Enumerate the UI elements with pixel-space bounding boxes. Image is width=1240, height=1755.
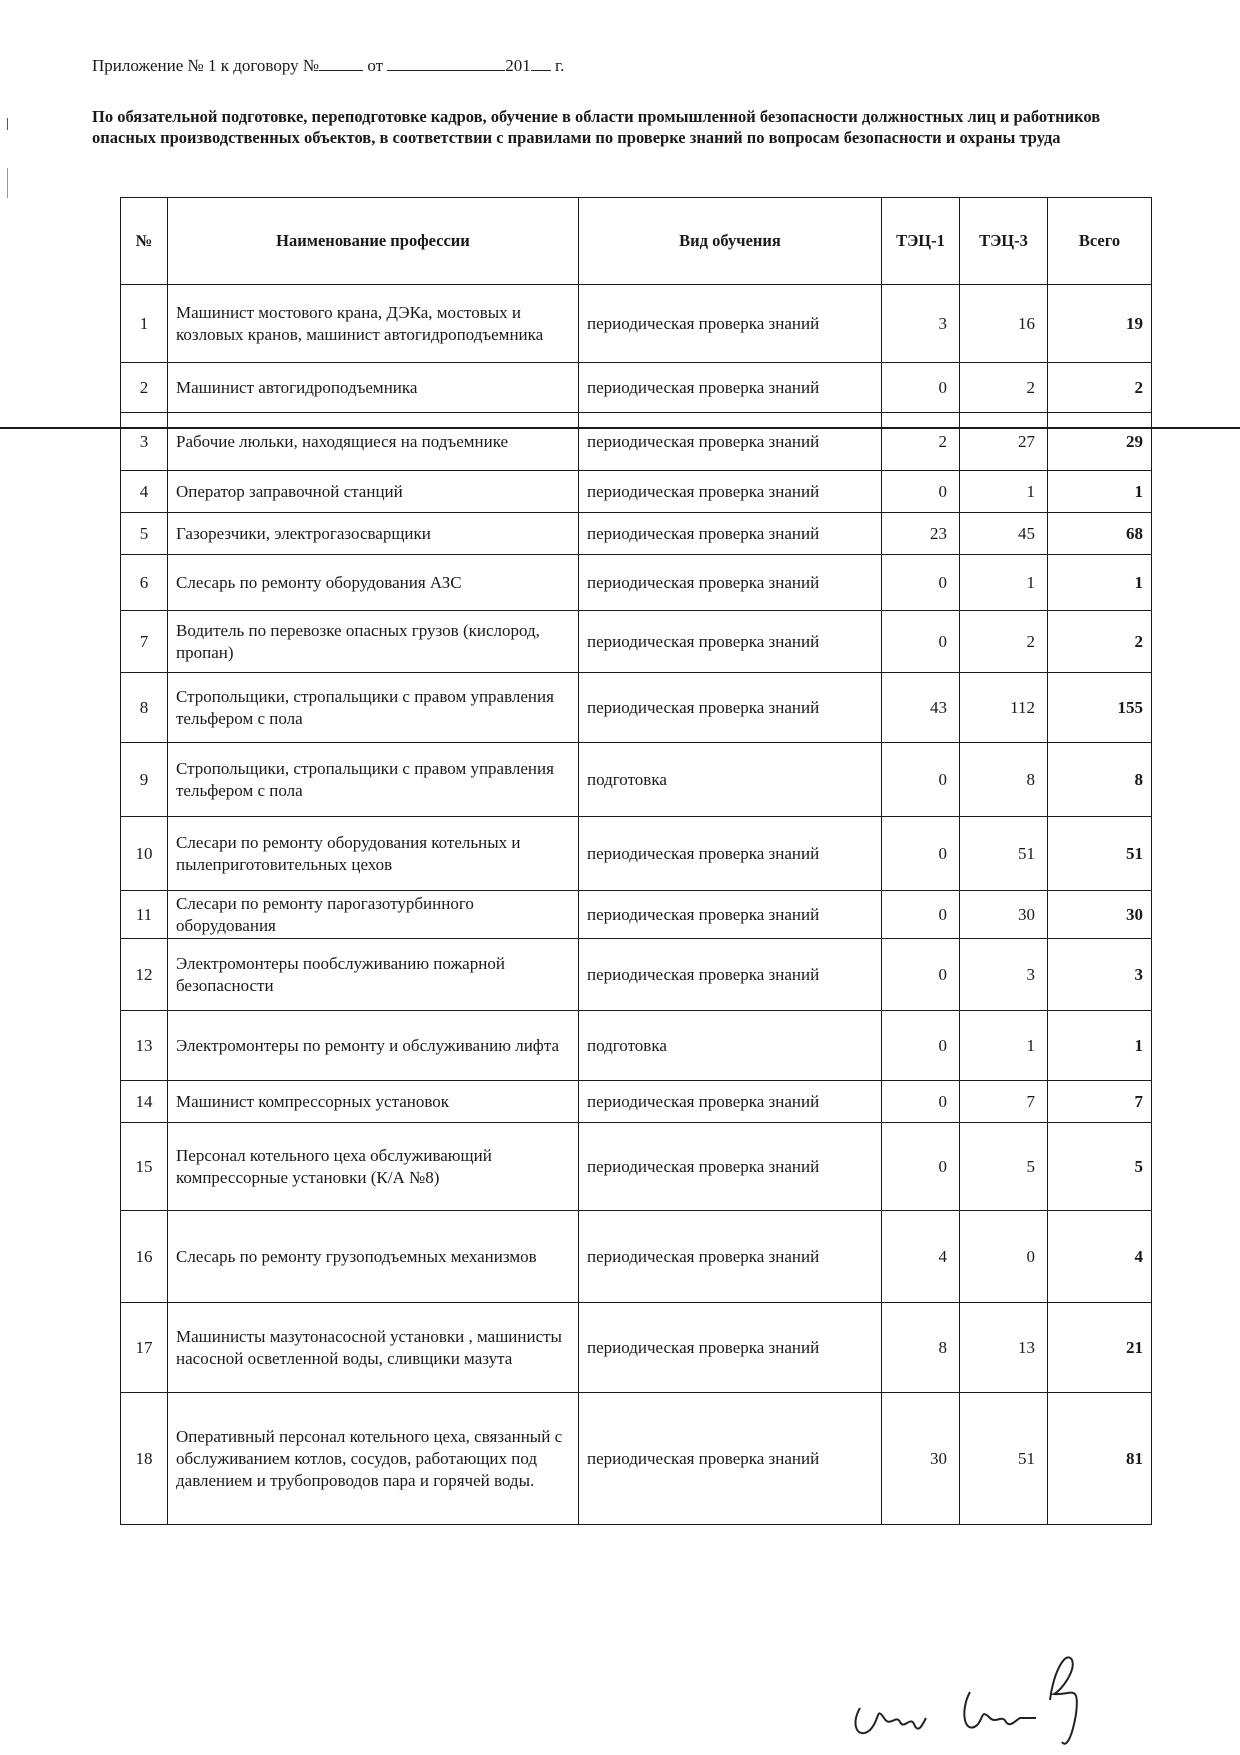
profession-name: Слесари по ремонту парогазотурбинного оборудования [168,891,579,939]
profession-name: Водитель по перевозке опасных грузов (кислород, пропан) [168,611,579,673]
table-row [121,673,1152,743]
tec3-count: 2 [960,611,1048,673]
tec1-count: 0 [882,939,960,1011]
table-row [121,743,1152,817]
tec1-count: 43 [882,673,960,743]
training-kind: периодическая проверка знаний [579,891,882,939]
table-row [121,1211,1152,1303]
tec1-count: 0 [882,1081,960,1123]
tec3-count: 1 [960,1011,1048,1081]
total-count: 21 [1048,1303,1152,1393]
total-count: 1 [1048,1011,1152,1081]
tec1-count: 8 [882,1303,960,1393]
profession-name: Персонал котельного цеха обслуживающий компрессорные установки (К/А №8) [168,1123,579,1211]
table-row [121,555,1152,611]
table-row [121,1303,1152,1393]
row-number: 11 [121,891,168,939]
total-count: 68 [1048,513,1152,555]
table-header-row [121,198,1152,285]
contract-number-blank [319,56,363,71]
document-title: По обязательной подготовке, переподготовке кадров, обучение в области промышленной безопасности должностных лиц и работников опасных производственных объектов, в соответствии с правилами по проверке знаний по вопросам безопасности и охраны труда [92,107,1101,147]
total-count: 1 [1048,555,1152,611]
row-number: 6 [121,555,168,611]
row-number: 8 [121,673,168,743]
tec1-count: 2 [882,413,960,471]
date-blank [387,56,505,71]
table-row [121,413,1152,471]
tec3-count: 16 [960,285,1048,363]
table-row [121,1393,1152,1525]
tec1-count: 0 [882,363,960,413]
row-number: 2 [121,363,168,413]
training-kind: периодическая проверка знаний [579,817,882,891]
training-kind: периодическая проверка знаний [579,363,882,413]
profession-name: Рабочие люльки, находящиеся на подъемнике [168,413,579,471]
row-number: 12 [121,939,168,1011]
training-kind: периодическая проверка знаний [579,555,882,611]
training-kind: периодическая проверка знаний [579,1123,882,1211]
tec1-count: 0 [882,1011,960,1081]
tec3-count: 3 [960,939,1048,1011]
tec1-count: 0 [882,743,960,817]
table-row [121,1081,1152,1123]
training-kind: периодическая проверка знаний [579,611,882,673]
table-row [121,1123,1152,1211]
table-row [121,285,1152,363]
signature-stroke [1050,1657,1077,1743]
profession-name: Машинисты мазутонасосной установки , машинисты насосной осветленной воды, сливщики мазута [168,1303,579,1393]
col-header-tec1: ТЭЦ-1 [882,198,960,285]
training-kind: периодическая проверка знаний [579,285,882,363]
tec1-count: 30 [882,1393,960,1525]
contract-header [92,56,564,76]
tec3-count: 13 [960,1303,1048,1393]
header-year-prefix: 201 [505,56,531,75]
row-number: 10 [121,817,168,891]
total-count: 155 [1048,673,1152,743]
tec1-count: 0 [882,555,960,611]
year-blank [531,56,551,71]
profession-name: Машинист компрессорных установок [168,1081,579,1123]
total-count: 2 [1048,611,1152,673]
row-number: 17 [121,1303,168,1393]
signature-image [840,1630,1140,1750]
col-header-total: Всего [1048,198,1152,285]
training-kind: периодическая проверка знаний [579,413,882,471]
margin-mark [7,118,8,130]
profession-name: Газорезчики, электрогазосварщики [168,513,579,555]
col-header-tec3: ТЭЦ-3 [960,198,1048,285]
row-number: 9 [121,743,168,817]
tec3-count: 1 [960,471,1048,513]
header-year-suffix: г. [555,56,565,75]
total-count: 30 [1048,891,1152,939]
header-prefix: Приложение № 1 к договору № [92,56,320,75]
training-kind: периодическая проверка знаний [579,1081,882,1123]
training-kind: подготовка [579,1011,882,1081]
tec1-count: 0 [882,471,960,513]
tec3-count: 51 [960,1393,1048,1525]
tec3-count: 5 [960,1123,1048,1211]
horizontal-rule [0,427,1240,429]
profession-name: Слесарь по ремонту оборудования АЗС [168,555,579,611]
tec1-count: 0 [882,611,960,673]
handwritten-signatures [840,1630,1140,1750]
total-count: 2 [1048,363,1152,413]
margin-mark [7,168,8,198]
profession-name: Слесари по ремонту оборудования котельных и пылеприготовительных цехов [168,817,579,891]
profession-name: Стропольщики, стропальщики с правом управления тельфером с пола [168,743,579,817]
col-header-profession: Наименование профессии [168,198,579,285]
profession-name: Машинист автогидроподъемника [168,363,579,413]
table-row [121,471,1152,513]
tec3-count: 27 [960,413,1048,471]
tec3-count: 7 [960,1081,1048,1123]
total-count: 29 [1048,413,1152,471]
row-number: 5 [121,513,168,555]
training-kind: периодическая проверка знаний [579,513,882,555]
table-row [121,363,1152,413]
tec3-count: 30 [960,891,1048,939]
total-count: 8 [1048,743,1152,817]
tec1-count: 0 [882,1123,960,1211]
table-row [121,939,1152,1011]
col-header-training-kind: Вид обучения [579,198,882,285]
row-number: 15 [121,1123,168,1211]
profession-name: Оператор заправочной станций [168,471,579,513]
tec1-count: 4 [882,1211,960,1303]
profession-name: Машинист мостового крана, ДЭКа, мостовых и козловых кранов, машинист автогидроподъемника [168,285,579,363]
total-count: 4 [1048,1211,1152,1303]
tec3-count: 8 [960,743,1048,817]
header-from: от [367,56,384,75]
total-count: 3 [1048,939,1152,1011]
row-number: 4 [121,471,168,513]
tec1-count: 0 [882,817,960,891]
row-number: 14 [121,1081,168,1123]
row-number: 1 [121,285,168,363]
tec3-count: 2 [960,363,1048,413]
total-count: 19 [1048,285,1152,363]
col-header-number: № [121,198,168,285]
training-kind: периодическая проверка знаний [579,1393,882,1525]
tec3-count: 45 [960,513,1048,555]
row-number: 18 [121,1393,168,1525]
row-number: 3 [121,413,168,471]
training-kind: периодическая проверка знаний [579,673,882,743]
training-kind: периодическая проверка знаний [579,939,882,1011]
tec1-count: 3 [882,285,960,363]
tec1-count: 23 [882,513,960,555]
total-count: 5 [1048,1123,1152,1211]
table-row [121,817,1152,891]
row-number: 7 [121,611,168,673]
tec3-count: 112 [960,673,1048,743]
profession-name: Электромонтеры по ремонту и обслуживанию лифта [168,1011,579,1081]
signature-stroke [964,1692,1036,1728]
table-row [121,513,1152,555]
training-table [120,197,1152,1525]
tec3-count: 1 [960,555,1048,611]
total-count: 7 [1048,1081,1152,1123]
profession-name: Слесарь по ремонту грузоподъемных механизмов [168,1211,579,1303]
signature-stroke [855,1708,926,1733]
profession-name: Стропольщики, стропальщики с правом управления тельфером с пола [168,673,579,743]
tec3-count: 0 [960,1211,1048,1303]
training-kind: подготовка [579,743,882,817]
total-count: 51 [1048,817,1152,891]
row-number: 16 [121,1211,168,1303]
total-count: 1 [1048,471,1152,513]
total-count: 81 [1048,1393,1152,1525]
training-kind: периодическая проверка знаний [579,471,882,513]
tec3-count: 51 [960,817,1048,891]
training-kind: периодическая проверка знаний [579,1303,882,1393]
table-row [121,891,1152,939]
table-row [121,1011,1152,1081]
row-number: 13 [121,1011,168,1081]
profession-name: Электромонтеры пообслуживанию пожарной безопасности [168,939,579,1011]
table-row [121,611,1152,673]
training-kind: периодическая проверка знаний [579,1211,882,1303]
tec1-count: 0 [882,891,960,939]
profession-name: Оперативный персонал котельного цеха, связанный с обслуживанием котлов, сосудов, работающих под давлением и трубопроводов пара и горячей воды. [168,1393,579,1525]
